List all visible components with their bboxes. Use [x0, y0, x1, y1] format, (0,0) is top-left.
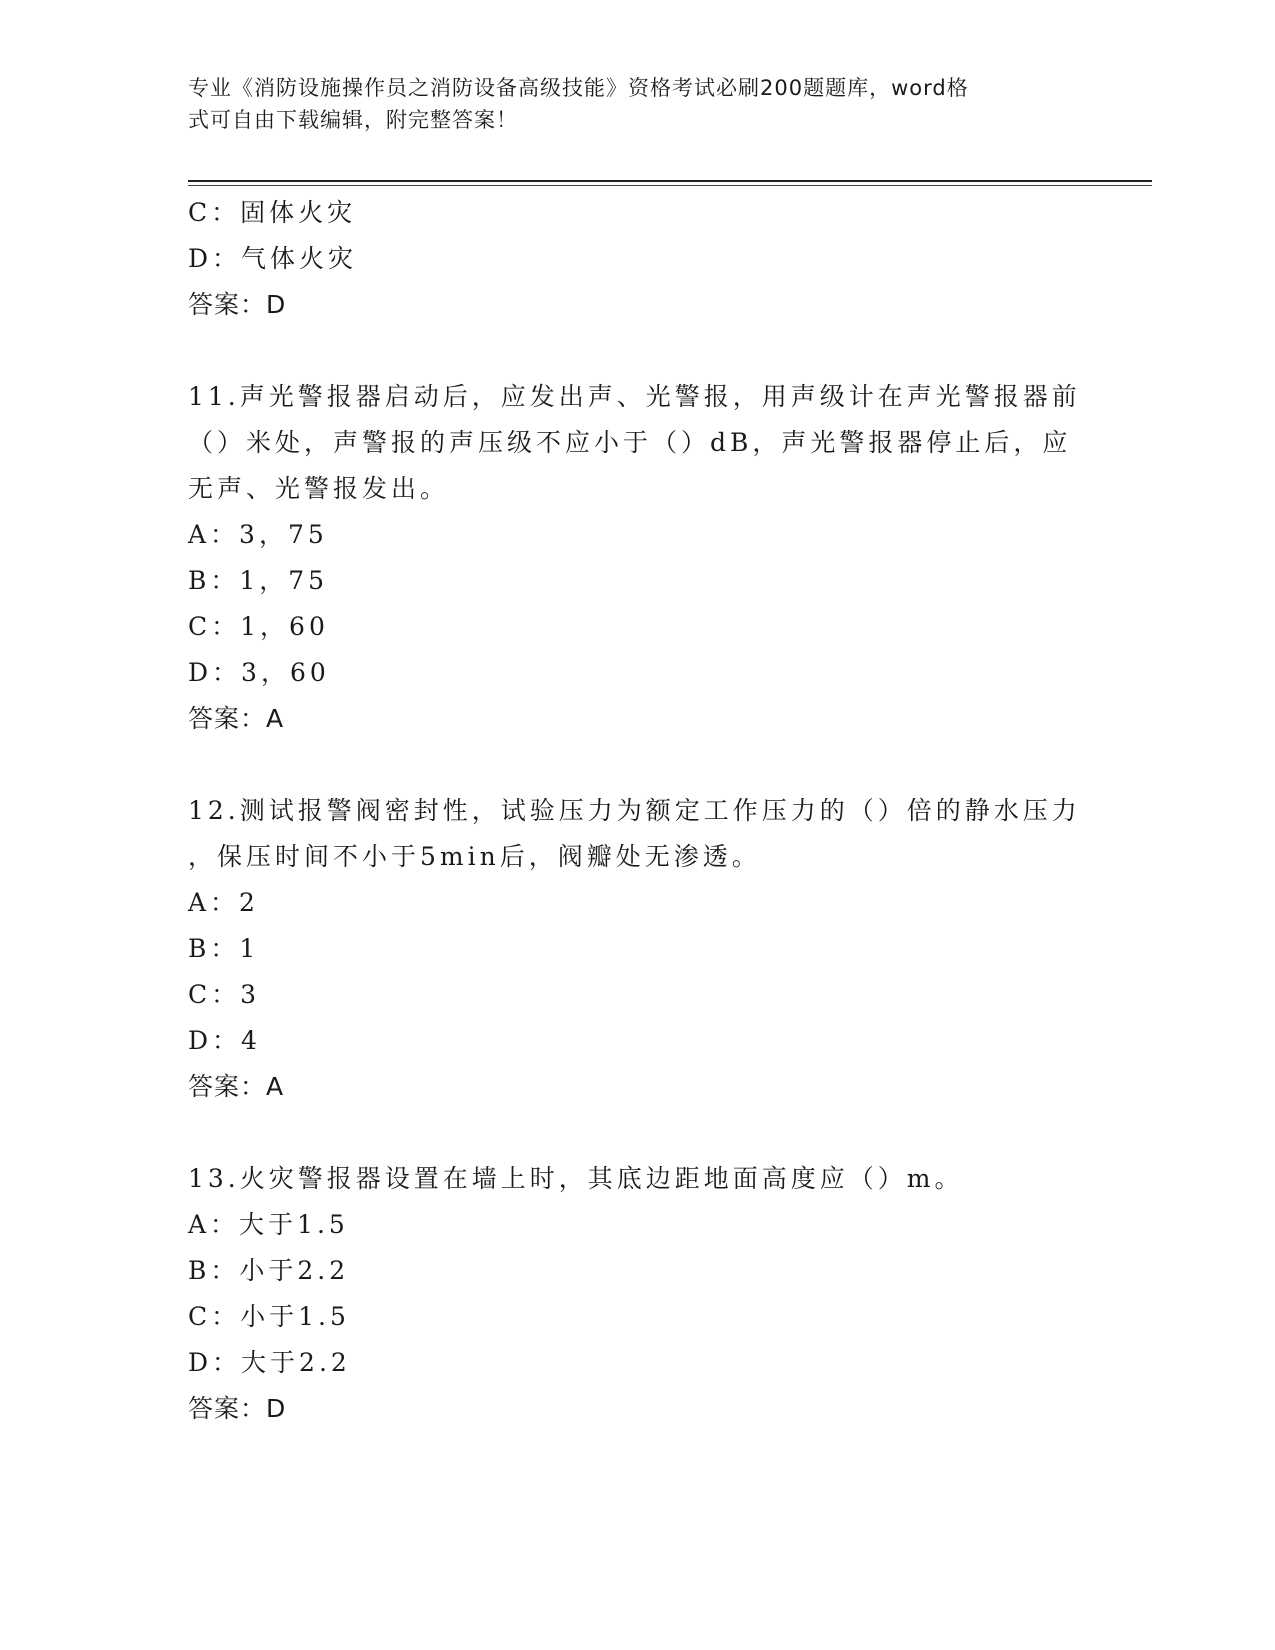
answer: 答案：A: [188, 1072, 285, 1101]
option-c: C：固体火灾: [188, 198, 357, 227]
question-11: [188, 374, 1088, 742]
question-stem: 12.测试报警阀密封性，试验压力为额定工作压力的（）倍的静水压力: [188, 796, 1081, 825]
option-d: D：气体火灾: [188, 244, 358, 273]
option-a: A：3，75: [188, 520, 328, 549]
option-c: C：3: [188, 980, 261, 1009]
spacer: [188, 742, 1088, 788]
spacer: [188, 328, 1088, 374]
question-stem: ，保压时间不小于5min后，阀瓣处无渗透。: [188, 842, 761, 871]
header-rule-thick: [188, 180, 1152, 182]
answer: 答案：D: [188, 290, 287, 319]
option-b: B：1: [188, 934, 260, 963]
question-13: [188, 1156, 1088, 1432]
option-d: D：3，60: [188, 658, 330, 687]
question-stem: 11.声光警报器启动后，应发出声、光警报，用声级计在声光警报器前: [188, 382, 1081, 411]
option-a: A：大于1.5: [188, 1210, 349, 1239]
option-d: D：4: [188, 1026, 261, 1055]
option-a: A：2: [188, 888, 259, 917]
answer: 答案：D: [188, 1394, 287, 1423]
question-stem: （）米处，声警报的声压级不应小于（）dB，声光警报器停止后，应: [188, 428, 1072, 457]
question-stem: 无声、光警报发出。: [188, 474, 450, 503]
spacer: [188, 1110, 1088, 1156]
header-line-2: 式可自由下载编辑，附完整答案！: [188, 108, 518, 132]
question-list: [188, 190, 1088, 1432]
question-10-tail: [188, 190, 1088, 328]
document-header: [188, 72, 1068, 136]
option-d: D：大于2.2: [188, 1348, 351, 1377]
option-c: C：小于1.5: [188, 1302, 350, 1331]
question-stem: 13.火灾警报器设置在墙上时，其底边距地面高度应（）m。: [188, 1164, 964, 1193]
answer: 答案：A: [188, 704, 285, 733]
option-b: B：小于2.2: [188, 1256, 350, 1285]
question-12: [188, 788, 1088, 1110]
option-b: B：1，75: [188, 566, 329, 595]
header-rule-thin: [188, 185, 1152, 186]
option-c: C：1，60: [188, 612, 329, 641]
header-line-1: 专业《消防设施操作员之消防设备高级技能》资格考试必刷200题题库，word格: [188, 76, 969, 100]
